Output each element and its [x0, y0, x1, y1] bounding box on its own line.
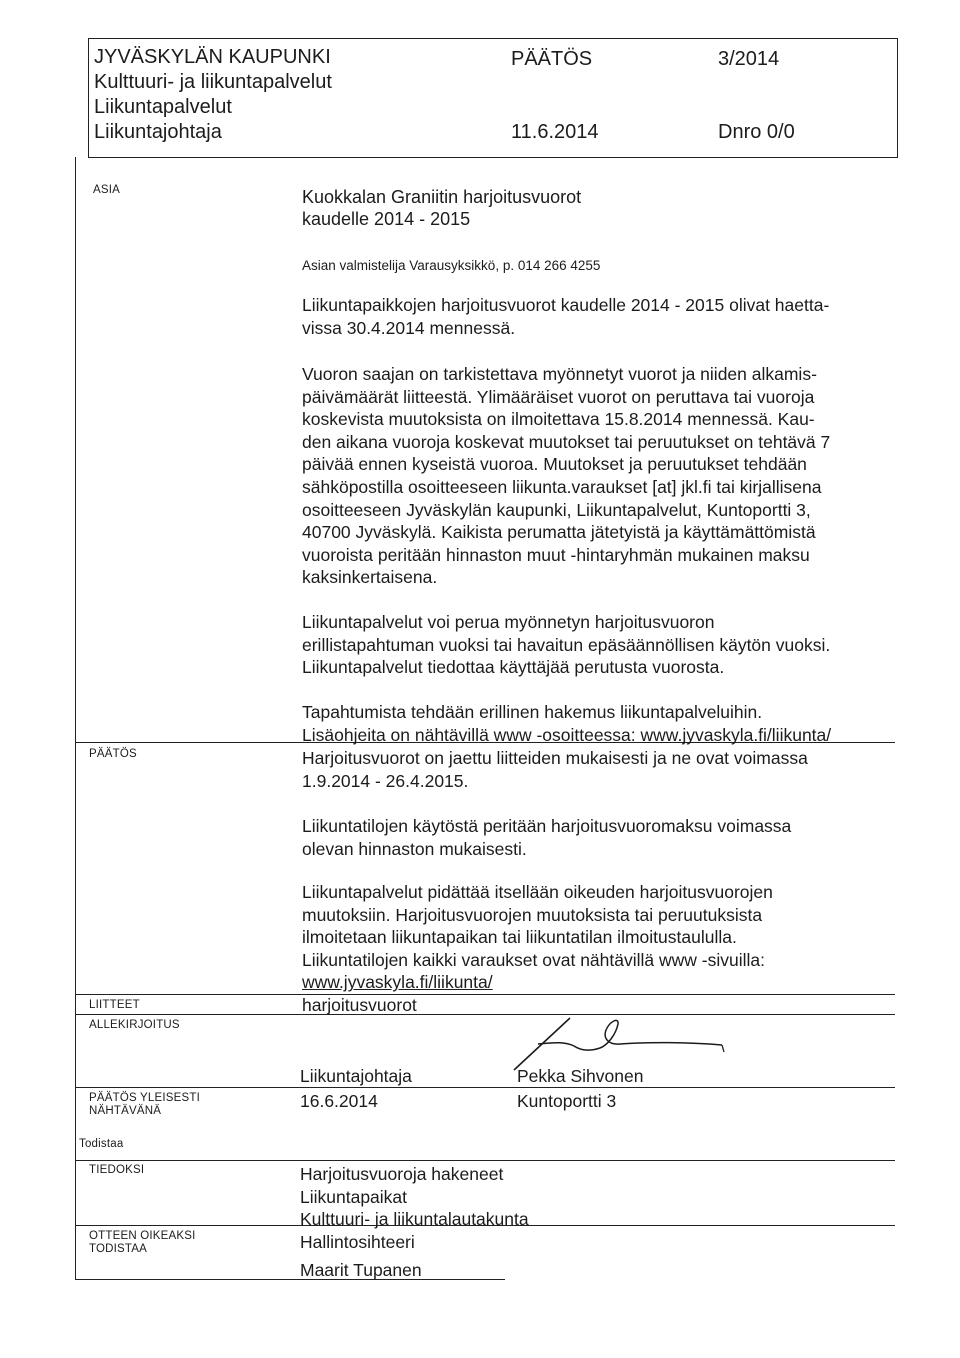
text-line: Tapahtumista tehdään erillinen hakemus liikuntapalveluihin. [302, 702, 763, 722]
text-line: vuoroista peritään hinnaston muut -hintaryhmän mukainen maksu [302, 544, 810, 565]
list-item: Liikuntapaikat [300, 1186, 408, 1207]
label-otteen-2: TODISTAA [89, 1243, 148, 1255]
doc-type: PÄÄTÖS [511, 48, 593, 70]
rule-allekirjoitus [75, 1014, 895, 1015]
text-line: ilmoitetaan liikuntapaikan tai liikuntatilan ilmoitustaululla. [302, 927, 737, 948]
label-paatos-yleisesti-1: PÄÄTÖS YLEISESTI [89, 1092, 201, 1104]
text-line: olevan hinnaston mukaisesti. [302, 838, 527, 859]
asia-paragraph-3 [302, 611, 830, 679]
liikunta-link[interactable]: www.jyvaskyla.fi/liikunta/ [302, 972, 493, 993]
label-allekirjoitus: ALLEKIRJOITUS [89, 1019, 180, 1031]
text-line: 1.9.2014 - 26.4.2015. [302, 770, 469, 791]
text-line [302, 724, 831, 747]
asia-title-1: Kuokkalan Graniitin harjoitusvuorot [302, 187, 582, 207]
asia-preparer: Asian valmistelija Varausyksikkö, p. 014 266 4255 [302, 258, 601, 273]
paatos-paragraph-1 [302, 747, 808, 792]
department: Kulttuuri- ja liikuntapalvelut [94, 71, 332, 93]
list-item: Hallintosihteeri [300, 1231, 415, 1252]
text-line: sähköpostilla osoitteeseen liikunta.varaukset [at] jkl.fi tai kirjallisena [302, 476, 822, 497]
text-line: koskevista muutoksista on ilmoitettava 15.8.2014 mennessä. Kau- [302, 409, 815, 430]
unit: Liikuntapalvelut [94, 96, 232, 118]
signer-name: Pekka Sihvonen [517, 1066, 644, 1086]
label-otteen-1: OTTEEN OIKEAKSI [89, 1230, 196, 1242]
text-line: Liikuntatilojen käytöstä peritään harjoitusvuoromaksu voimassa [302, 816, 792, 836]
asia-paragraph-4 [302, 701, 831, 746]
text-line: kaksinkertaisena. [302, 567, 438, 588]
liikunta-link[interactable]: www.jyvaskyla.fi/liikunta/ [640, 724, 832, 745]
asia-paragraph-2 [302, 363, 830, 589]
text-line: den aikana vuoroja koskevat muutokset tai peruutukset on tehtävä 7 [302, 431, 831, 452]
asia-title-2: kaudelle 2014 - 2015 [302, 209, 471, 229]
doc-date: 11.6.2014 [511, 121, 599, 143]
text-line: päivämäärät liitteestä. Ylimääräiset vuorot on peruttava tai vuoroja [302, 386, 815, 407]
text-line: Harjoitusvuorot on jaettu liitteiden mukaisesti ja ne ovat voimassa [302, 748, 808, 768]
text-line: Liikuntapalvelut tiedottaa käyttäjää perutusta vuorosta. [302, 657, 725, 678]
text-line: vissa 30.4.2014 mennessä. [302, 317, 516, 338]
text-line: Liikuntapaikkojen harjoitusvuorot kaudelle 2014 - 2015 olivat haetta- [302, 295, 830, 315]
text-line: päivää ennen kyseistä vuoroa. Muutokset ja peruutukset tehdään [302, 454, 807, 475]
doc-number: 3/2014 [718, 48, 780, 70]
asia-paragraph-1 [302, 294, 829, 339]
signer-title: Liikuntajohtaja [300, 1066, 412, 1086]
signer-address: Kuntoportti 3 [517, 1091, 617, 1111]
paatos-paragraph-3 [302, 881, 773, 994]
label-tiedoksi: TIEDOKSI [89, 1164, 145, 1176]
text-fragment: Lisäohjeita on nähtävillä www -osoitteessa: [302, 724, 641, 745]
label-paatos: PÄÄTÖS [89, 748, 137, 760]
rule-tiedoksi [75, 1160, 895, 1161]
label-todistaa: Todistaa [79, 1138, 124, 1150]
tiedoksi-list [300, 1163, 529, 1282]
rule-liitteet [75, 994, 895, 995]
signature-date: 16.6.2014 [300, 1091, 378, 1111]
label-asia: ASIA [93, 184, 121, 196]
text-line: Liikuntatilojen kaikki varaukset ovat nähtävillä www -sivuilla: [302, 949, 765, 970]
text-line: erillistapahtuman vuoksi tai havaitun epäsäännöllisen käytön vuoksi. [302, 634, 831, 655]
text-line: muutoksiin. Harjoitusvuorojen muutoksista tai peruutuksista [302, 904, 763, 925]
rule-paatos-yleisesti [75, 1087, 895, 1088]
list-item: Harjoitusvuoroja hakeneet [300, 1164, 504, 1184]
liitteet-value: harjoitusvuorot [302, 995, 417, 1015]
city-name: JYVÄSKYLÄN KAUPUNKI [94, 46, 331, 68]
role: Liikuntajohtaja [94, 121, 222, 143]
list-item: Kulttuuri- ja liikuntalautakunta [300, 1209, 529, 1230]
left-margin-rule [75, 157, 76, 1279]
label-paatos-yleisesti-2: NÄHTÄVÄNÄ [89, 1105, 162, 1117]
text-line: osoitteeseen Jyväskylän kaupunki, Liikuntapalvelut, Kuntoportti 3, [302, 499, 811, 520]
text-line: Liikuntapalvelut voi perua myönnetyn harjoitusvuoron [302, 612, 715, 632]
text-line: 40700 Jyväskylä. Kaikista perumatta jätetyistä ja käyttämättömistä [302, 522, 816, 543]
text-line: Vuoron saajan on tarkistettava myönnetyt vuorot ja niiden alkamis- [302, 364, 817, 384]
dnro: Dnro 0/0 [718, 121, 795, 143]
list-item: Maarit Tupanen [300, 1260, 422, 1281]
paatos-paragraph-2 [302, 815, 791, 860]
label-liitteet: LIITTEET [89, 999, 140, 1011]
text-line: Liikuntapalvelut pidättää itsellään oikeuden harjoitusvuorojen [302, 882, 773, 902]
